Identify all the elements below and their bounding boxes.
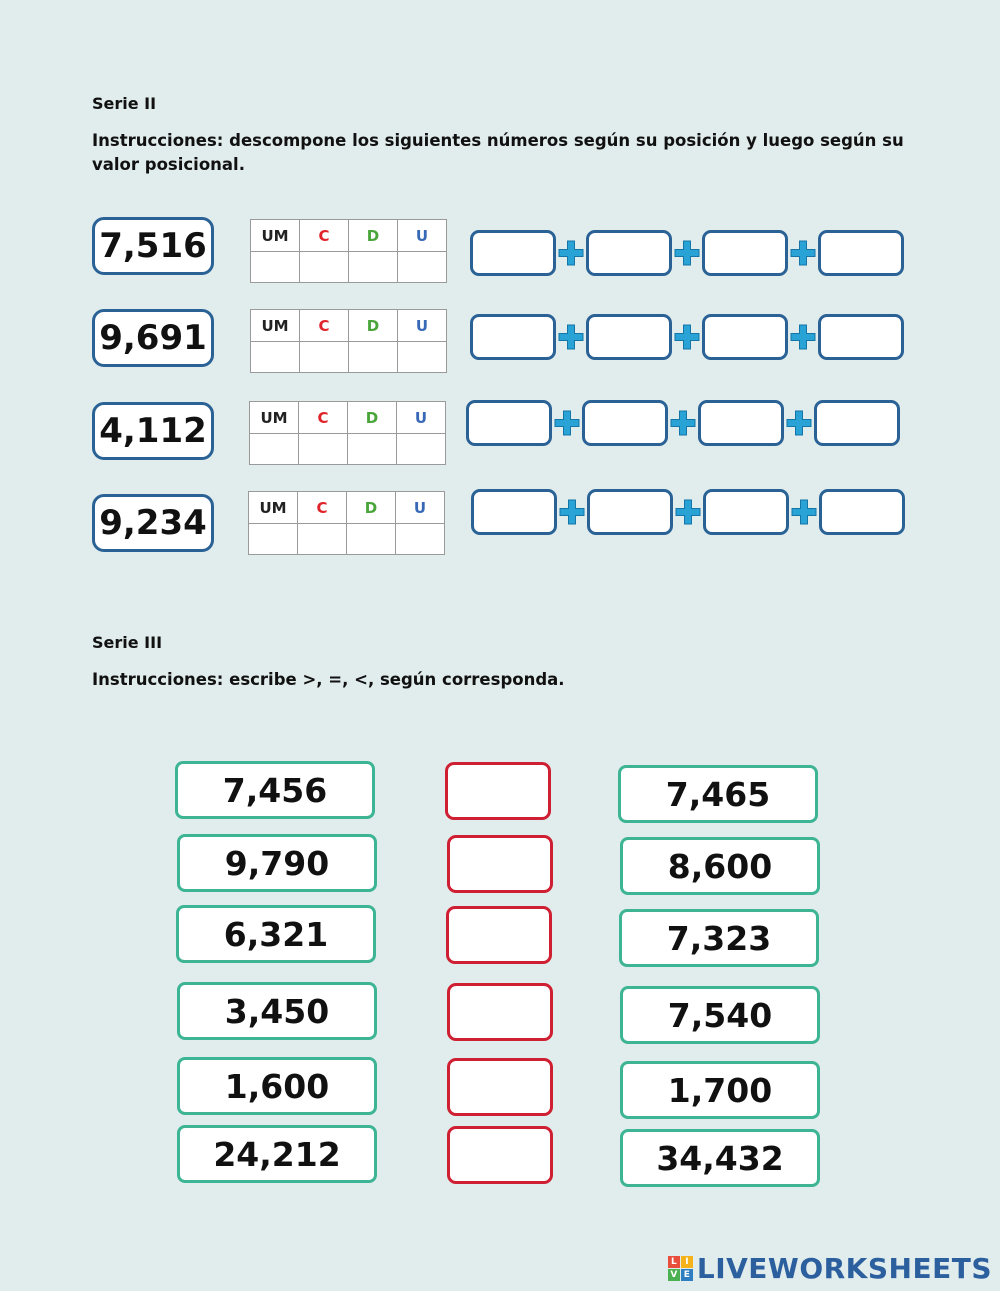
logo-letter: I <box>681 1256 693 1268</box>
plus-icon <box>556 314 586 360</box>
input-u[interactable] <box>396 524 445 555</box>
decomposition-row <box>471 489 905 535</box>
header-c: C <box>298 492 347 524</box>
plus-icon <box>788 230 818 276</box>
serie-ii-title: Serie II <box>92 94 157 113</box>
input-c[interactable] <box>299 434 348 465</box>
left-number-box: 1,600 <box>177 1057 377 1115</box>
input-um[interactable] <box>249 524 298 555</box>
left-number-box: 24,212 <box>177 1125 377 1183</box>
left-number-box: 9,790 <box>177 834 377 892</box>
decomposition-row <box>466 400 900 446</box>
header-c: C <box>300 310 349 342</box>
right-number-box: 7,465 <box>618 765 818 823</box>
input-d[interactable] <box>349 252 398 283</box>
header-um: UM <box>249 492 298 524</box>
plus-icon <box>789 489 819 535</box>
number-box: 7,516 <box>92 217 214 275</box>
decomposition-row <box>470 314 904 360</box>
input-um[interactable] <box>251 342 300 373</box>
input-d[interactable] <box>347 524 396 555</box>
liveworksheets-logo[interactable] <box>668 1252 992 1285</box>
comparison-sign-input[interactable] <box>447 1126 553 1184</box>
plus-icon <box>672 314 702 360</box>
plus-icon <box>556 230 586 276</box>
input-c[interactable] <box>300 342 349 373</box>
decomposition-input[interactable] <box>587 489 673 535</box>
decomposition-input[interactable] <box>470 230 556 276</box>
header-u: U <box>396 492 445 524</box>
number-box: 9,691 <box>92 309 214 367</box>
decomposition-input[interactable] <box>702 314 788 360</box>
logo-mark-icon <box>668 1256 693 1281</box>
decomposition-input[interactable] <box>819 489 905 535</box>
decomposition-input[interactable] <box>470 314 556 360</box>
decomposition-input[interactable] <box>471 489 557 535</box>
brand-name: LIVEWORKSHEETS <box>696 1252 992 1285</box>
decomposition-input[interactable] <box>818 230 904 276</box>
decomposition-input[interactable] <box>698 400 784 446</box>
decomposition-input[interactable] <box>586 230 672 276</box>
input-u[interactable] <box>398 252 447 283</box>
header-d: D <box>349 220 398 252</box>
plus-icon <box>784 400 814 446</box>
decomposition-input[interactable] <box>702 230 788 276</box>
header-u: U <box>398 310 447 342</box>
comparison-sign-input[interactable] <box>446 906 552 964</box>
header-c: C <box>300 220 349 252</box>
plus-icon <box>668 400 698 446</box>
right-number-box: 7,323 <box>619 909 819 967</box>
input-c[interactable] <box>298 524 347 555</box>
header-um: UM <box>251 220 300 252</box>
plus-icon <box>552 400 582 446</box>
header-u: U <box>398 220 447 252</box>
place-value-table <box>249 401 446 465</box>
plus-icon <box>557 489 587 535</box>
input-d[interactable] <box>349 342 398 373</box>
input-um[interactable] <box>250 434 299 465</box>
input-um[interactable] <box>251 252 300 283</box>
header-d: D <box>348 402 397 434</box>
decomposition-input[interactable] <box>814 400 900 446</box>
logo-letter: V <box>668 1269 680 1281</box>
serie-iii-title: Serie III <box>92 633 163 652</box>
plus-icon <box>672 230 702 276</box>
comparison-sign-input[interactable] <box>447 835 553 893</box>
decomposition-input[interactable] <box>703 489 789 535</box>
place-value-table <box>248 491 445 555</box>
comparison-sign-input[interactable] <box>445 762 551 820</box>
number-box: 4,112 <box>92 402 214 460</box>
decomposition-input[interactable] <box>582 400 668 446</box>
plus-icon <box>788 314 818 360</box>
header-um: UM <box>251 310 300 342</box>
header-d: D <box>347 492 396 524</box>
place-value-table <box>250 309 447 373</box>
serie-iii-instructions: Instrucciones: escribe >, =, <, según corresponda. <box>92 670 565 689</box>
right-number-box: 34,432 <box>620 1129 820 1187</box>
decomposition-input[interactable] <box>466 400 552 446</box>
decomposition-input[interactable] <box>818 314 904 360</box>
left-number-box: 7,456 <box>175 761 375 819</box>
input-u[interactable] <box>397 434 446 465</box>
header-um: UM <box>250 402 299 434</box>
left-number-box: 6,321 <box>176 905 376 963</box>
right-number-box: 8,600 <box>620 837 820 895</box>
logo-letter: E <box>681 1269 693 1281</box>
decomposition-row <box>470 230 904 276</box>
place-value-table <box>250 219 447 283</box>
serie-ii-instructions: Instrucciones: descompone los siguientes números según su posición y luego según su valor posicional. <box>92 131 904 174</box>
plus-icon <box>673 489 703 535</box>
input-c[interactable] <box>300 252 349 283</box>
header-d: D <box>349 310 398 342</box>
logo-letter: L <box>668 1256 680 1268</box>
comparison-sign-input[interactable] <box>447 983 553 1041</box>
right-number-box: 7,540 <box>620 986 820 1044</box>
input-d[interactable] <box>348 434 397 465</box>
decomposition-input[interactable] <box>586 314 672 360</box>
left-number-box: 3,450 <box>177 982 377 1040</box>
number-box: 9,234 <box>92 494 214 552</box>
header-u: U <box>397 402 446 434</box>
header-c: C <box>299 402 348 434</box>
comparison-sign-input[interactable] <box>447 1058 553 1116</box>
input-u[interactable] <box>398 342 447 373</box>
right-number-box: 1,700 <box>620 1061 820 1119</box>
